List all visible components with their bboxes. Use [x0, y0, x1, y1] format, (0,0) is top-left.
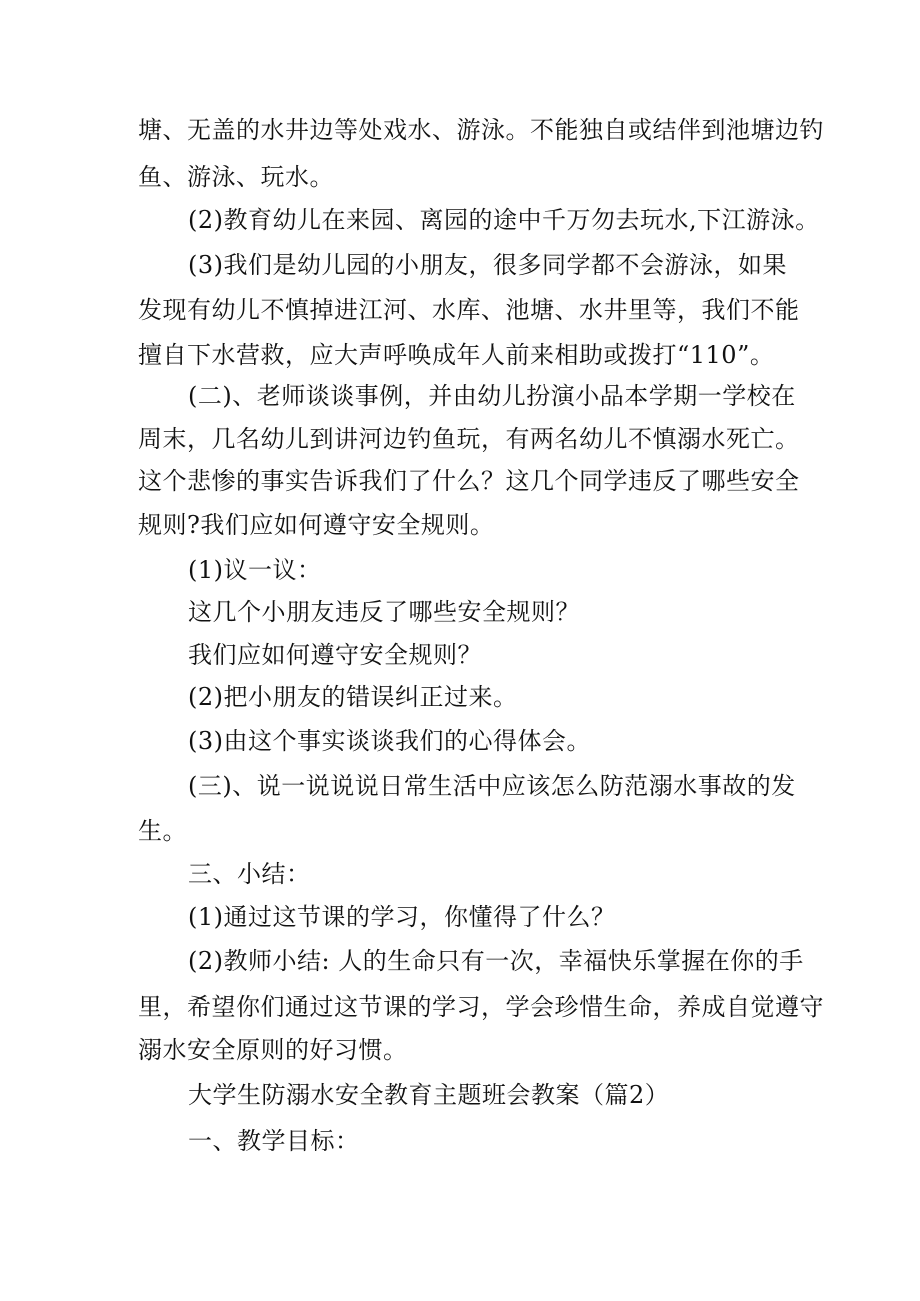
text-line: (3)由这个事实谈谈我们的心得体会。	[188, 727, 591, 755]
text-line: 这个悲惨的事实告诉我们了什么？这几个同学违反了哪些安全	[138, 467, 800, 495]
text-line: 塘、无盖的水井边等处戏水、游泳。不能独自或结伴到池塘边钓	[138, 116, 824, 144]
text-line: (2)教育幼儿在来园、离园的途中千万勿去玩水,下江游泳。	[188, 206, 820, 234]
text-line: 我们应如何遵守安全规则？	[188, 641, 482, 669]
text-line: 规则?我们应如何遵守安全规则。	[138, 511, 495, 539]
text-line: (1)议一议：	[188, 556, 322, 584]
text-line: (三)、说一说说说日常生活中应该怎么防范溺水事故的发	[188, 772, 796, 800]
text-line: 里，希望你们通过这节课的学习，学会珍惜生命，养成自觉遵守	[138, 993, 824, 1021]
text-line: (2)把小朋友的错误纠正过来。	[188, 683, 518, 711]
text-line: 三、小结：	[188, 860, 311, 888]
text-line: (3)我们是幼儿园的小朋友，很多同学都不会游泳，如果	[188, 251, 787, 279]
text-line: 发现有幼儿不慎掉进江河、水库、池塘、水井里等，我们不能	[138, 296, 800, 324]
text-line: 鱼、游泳、玩水。	[138, 163, 334, 191]
text-line: 溺水安全原则的好习惯。	[138, 1036, 408, 1064]
section-heading: 一、教学目标：	[188, 1127, 360, 1155]
text-line: (1)通过这节课的学习，你懂得了什么？	[188, 903, 616, 931]
text-line: 生。	[138, 817, 187, 845]
text-line: 擅自下水营救，应大声呼唤成年人前来相助或拨打“110”。	[138, 341, 775, 369]
text-line: 这几个小朋友违反了哪些安全规则？	[188, 598, 580, 626]
text-line: (2)教师小结: 人的生命只有一次，幸福快乐掌握在你的手	[188, 947, 804, 975]
text-line: (二)、老师谈谈事例，并由幼儿扮演小品本学期一学校在	[188, 382, 796, 410]
text-line: 周末，几名幼儿到讲河边钓鱼玩，有两名幼儿不慎溺水死亡。	[138, 425, 800, 453]
section-heading: 大学生防溺水安全教育主题班会教案（篇2）	[188, 1081, 670, 1109]
